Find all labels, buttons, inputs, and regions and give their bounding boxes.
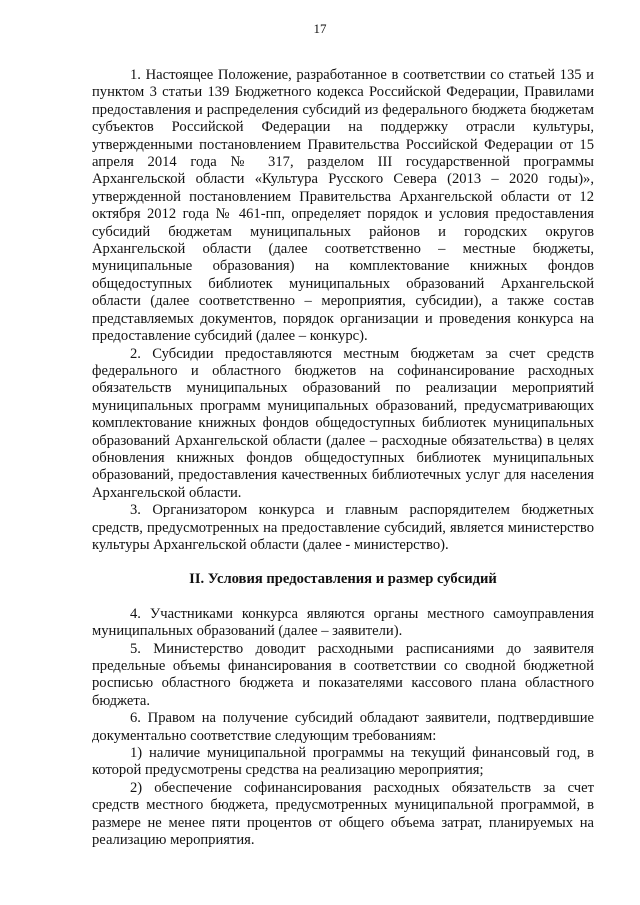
paragraph-4: 4. Участниками конкурса являются органы местного самоуправления муниципальных образований (далее – заявители). — [92, 605, 594, 640]
paragraph-1: 1. Настоящее Положение, разработанное в соответствии со статьей 135 и пунктом 3 статьи 139 Бюджетного кодекса Российской Федерации, Правилами предоставления и распределения субсидий из федерального бюджета бюджетам субъектов Российской Федерации на поддержку отрасли культуры, утвержденными постановлением Правительства Российской Федерации от 15 апреля 2014 года № 317, разделом III государственной программы Архангельской области «Культура Русского Севера (2013 – 2020 годы)», утвержденной постановлением Правительства Архангельской области от 12 октября 2012 года № 461-пп, определяет порядок и условия предоставления субсидий бюджетам муниципальных районов и городских округов Архангельской области (далее соответственно – местные бюджеты, муниципальные образования) на комплектование книжных фондов общедоступных библиотек муниципальных образований Архангельской области (далее соответственно – мероприятия, субсидии), а также состав представляемых документов, порядок организации и проведения конкурса на предоставление субсидий (далее – конкурс). — [92, 67, 594, 345]
document-body — [92, 67, 594, 849]
requirement-1: 1) наличие муниципальной программы на текущий финансовый год, в которой предусмотрены средства на реализацию мероприятия; — [92, 745, 594, 779]
paragraph-2: 2. Субсидии предоставляются местным бюджетам за счет средств федерального и областного бюджетов на софинансирование расходных обязательств муниципальных образований по реализации мероприятий муниципальных программ муниципальных образований, предусматривающих комплектование книжных фондов общедоступных библиотек муниципальных образований Архангельской области (далее – расходные обязательства) в целях обновления книжных фондов общедоступных библиотек муниципальных образований, предоставления качественных библиотечных услуг для населения Архангельской области. — [92, 345, 594, 501]
paragraph-6: 6. Правом на получение субсидий обладают заявители, подтвердившие документально соответствие следующим требованиям: — [92, 710, 594, 744]
requirement-2: 2) обеспечение софинансирования расходных обязательств за счет средств местного бюджета, предусмотренных муниципальной программой, в размере не менее пяти процентов от общего объема затрат, планируемых на реализацию мероприятия. — [92, 779, 594, 849]
paragraph-5: 5. Министерство доводит расходными расписаниями до заявителя предельные объемы финансирования в соответствии со сводной бюджетной росписью областного бюджета и показателями кассового плана областного бюджета. — [92, 640, 594, 709]
section-heading: II. Условия предоставления и размер субсидий — [189, 571, 497, 588]
page-number: 17 — [313, 21, 327, 36]
paragraph-3: 3. Организатором конкурса и главным распорядителем бюджетных средств, предусмотренных на предоставление субсидий, является министерство культуры Архангельской области (далее - министерство). — [92, 502, 594, 553]
